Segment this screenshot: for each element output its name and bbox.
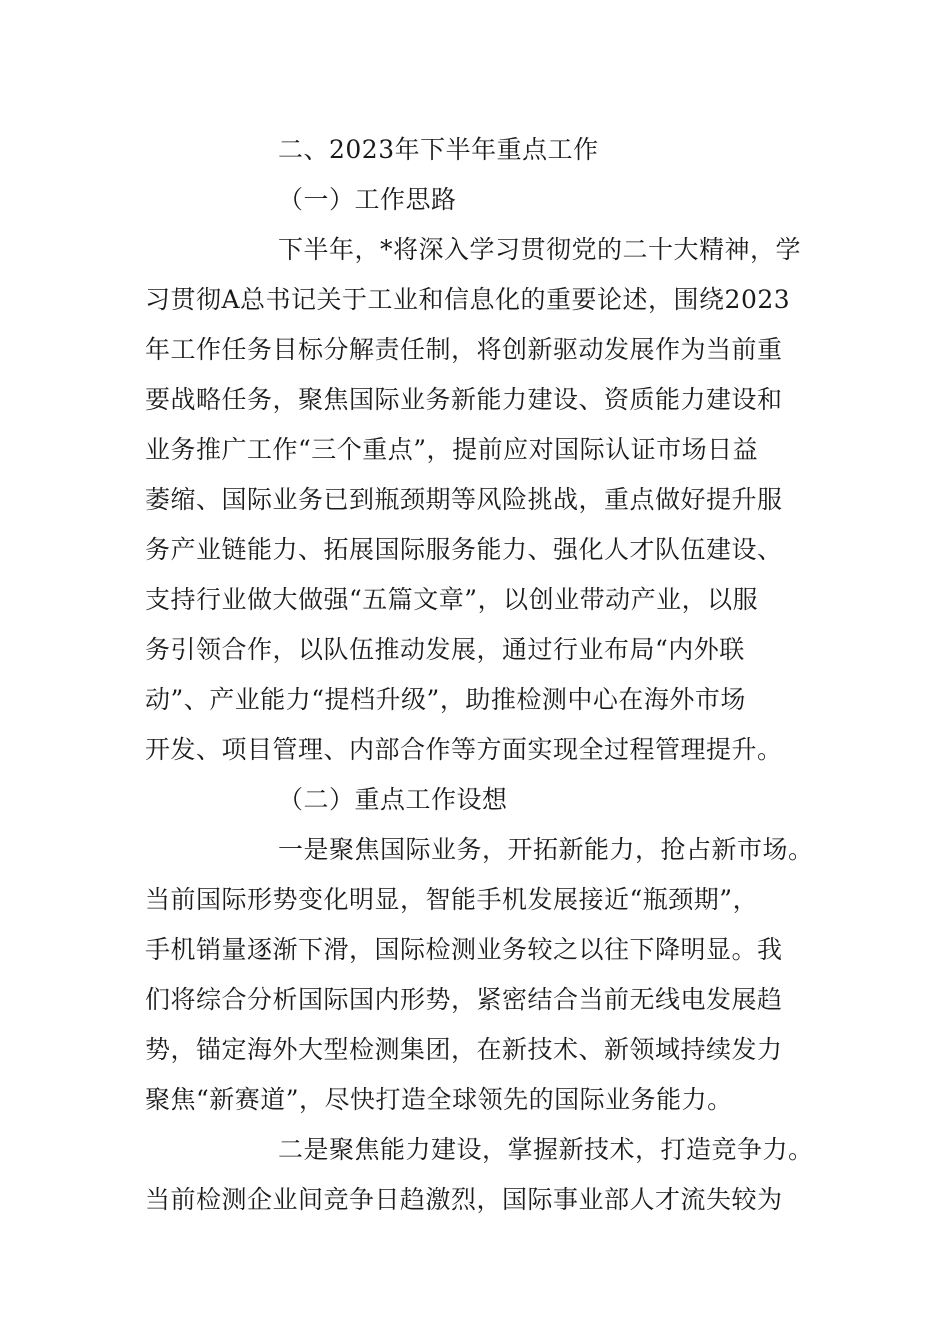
paragraph-line: 务引领合作，以队伍推动发展，通过行业布局“内外联 bbox=[145, 635, 745, 664]
subsection-title: （二）重点工作设想 bbox=[278, 785, 508, 814]
paragraph-line: 年工作任务目标分解责任制，将创新驱动发展作为当前重 bbox=[145, 335, 783, 364]
subsection-title: （一）工作思路 bbox=[278, 185, 457, 214]
paragraph-line: 当前国际形势变化明显，智能手机发展接近“瓶颈期”， bbox=[145, 885, 759, 914]
paragraph-line: 业务推广工作“三个重点”，提前应对国际认证市场日益 bbox=[145, 435, 759, 464]
paragraph-line: 习贯彻A总书记关于工业和信息化的重要论述，围绕2023 bbox=[145, 285, 791, 314]
paragraph-line: 动”、产业能力“提档升级”，助推检测中心在海外市场 bbox=[145, 685, 746, 714]
paragraph-line: 萎缩、国际业务已到瓶颈期等风险挑战，重点做好提升服 bbox=[145, 485, 783, 514]
paragraph-line: 当前检测企业间竞争日趋激烈，国际事业部人才流失较为 bbox=[145, 1185, 783, 1214]
paragraph-line: 一是聚焦国际业务，开拓新能力，抢占新市场。 bbox=[278, 835, 814, 864]
paragraph-line: 们将综合分析国际国内形势，紧密结合当前无线电发展趋 bbox=[145, 985, 783, 1014]
paragraph-line: 二是聚焦能力建设，掌握新技术，打造竞争力。 bbox=[278, 1135, 814, 1164]
paragraph-line: 下半年，*将深入学习贯彻党的二十大精神，学 bbox=[278, 235, 802, 264]
paragraph-line: 聚焦“新赛道”，尽快打造全球领先的国际业务能力。 bbox=[145, 1085, 733, 1114]
paragraph-line: 势，锚定海外大型检测集团，在新技术、新领域持续发力 bbox=[145, 1035, 783, 1064]
paragraph-line: 支持行业做大做强“五篇文章”，以创业带动产业，以服 bbox=[145, 585, 759, 614]
paragraph-line: 手机销量逐渐下滑，国际检测业务较之以往下降明显。我 bbox=[145, 935, 783, 964]
paragraph-line: 要战略任务，聚焦国际业务新能力建设、资质能力建设和 bbox=[145, 385, 783, 414]
paragraph-line: 开发、项目管理、内部合作等方面实现全过程管理提升。 bbox=[145, 735, 783, 764]
paragraph-line: 务产业链能力、拓展国际服务能力、强化人才队伍建设、 bbox=[145, 535, 783, 564]
section-heading: 二、2023年下半年重点工作 bbox=[278, 135, 599, 164]
